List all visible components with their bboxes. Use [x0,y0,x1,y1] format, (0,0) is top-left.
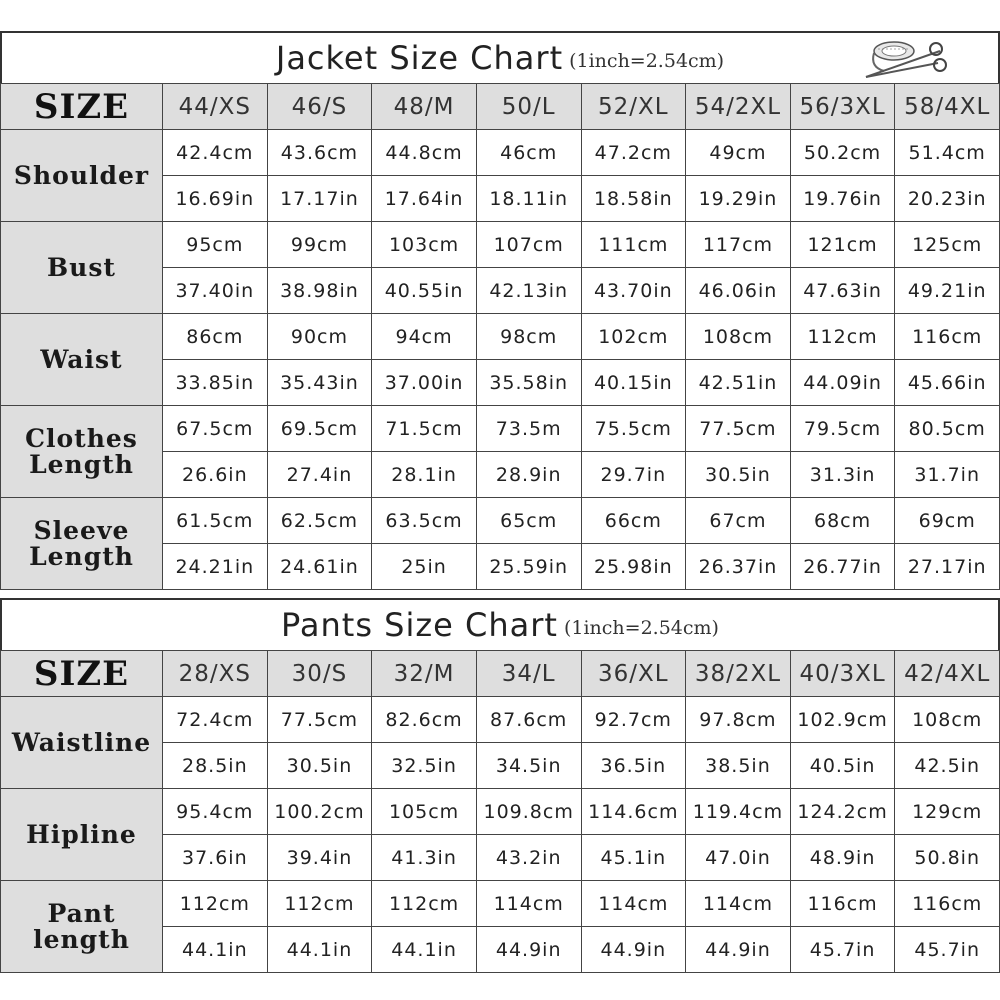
measurement-value-cm: 97.8cm [686,697,791,743]
measurement-value-in: 43.2in [476,835,581,881]
measurement-value-cm: 49cm [686,130,791,176]
measurement-value-in: 38.98in [267,268,372,314]
measurement-value-cm: 114cm [476,881,581,927]
measurement-value-in: 44.9in [686,927,791,973]
measurement-value-cm: 67cm [686,498,791,544]
measurement-row [1,498,1000,544]
measurement-value-cm: 112cm [790,314,895,360]
pants-size-chart [0,598,1000,973]
pants-size-label: SIZE [1,651,163,697]
measurement-value-in: 37.6in [163,835,268,881]
jacket-size-col: 56/3XL [790,84,895,130]
measurement-value-cm: 47.2cm [581,130,686,176]
measurement-value-cm: 77.5cm [686,406,791,452]
measurement-value-cm: 108cm [895,697,1000,743]
measurement-value-cm: 108cm [686,314,791,360]
measurement-value-cm: 95cm [163,222,268,268]
measurement-value-in: 32.5in [372,743,477,789]
measurement-value-in: 28.1in [372,452,477,498]
measurement-value-cm: 69cm [895,498,1000,544]
measurement-value-in: 18.58in [581,176,686,222]
jacket-size-col: 48/M [372,84,477,130]
measurement-value-in: 45.7in [895,927,1000,973]
measurement-value-cm: 50.2cm [790,130,895,176]
measurement-value-cm: 77.5cm [267,697,372,743]
measurement-value-in: 40.55in [372,268,477,314]
measurement-value-cm: 80.5cm [895,406,1000,452]
measurement-value-in: 27.17in [895,544,1000,590]
measurement-value-in: 29.7in [581,452,686,498]
measurement-value-cm: 114cm [686,881,791,927]
jacket-size-col: 54/2XL [686,84,791,130]
jacket-size-label: SIZE [1,84,163,130]
measurement-value-cm: 94cm [372,314,477,360]
measurement-value-cm: 125cm [895,222,1000,268]
measurement-value-cm: 46cm [476,130,581,176]
measurement-value-in: 37.40in [163,268,268,314]
measurement-value-in: 24.61in [267,544,372,590]
measurement-value-in: 24.21in [163,544,268,590]
jacket-size-table [0,83,1000,590]
measurement-value-cm: 98cm [476,314,581,360]
measurement-value-cm: 43.6cm [267,130,372,176]
measurement-value-in: 17.17in [267,176,372,222]
measurement-label: Waist [1,314,163,406]
measurement-value-in: 25.98in [581,544,686,590]
pants-chart-title: Pants Size Chart [281,606,558,644]
jacket-size-chart [0,31,1000,590]
measurement-value-cm: 117cm [686,222,791,268]
measurement-value-cm: 51.4cm [895,130,1000,176]
measurement-value-in: 25.59in [476,544,581,590]
measurement-value-in: 44.1in [163,927,268,973]
measurement-value-in: 31.7in [895,452,1000,498]
measurement-row [1,697,1000,743]
pants-size-table [0,650,1000,973]
jacket-unit-note: (1inch=2.54cm) [569,50,725,72]
measurement-value-in: 31.3in [790,452,895,498]
pants-size-header-row [1,651,1000,697]
jacket-chart-title: Jacket Size Chart [275,39,564,77]
measurement-value-in: 45.1in [581,835,686,881]
measurement-value-cm: 61.5cm [163,498,268,544]
measurement-value-in: 25in [372,544,477,590]
pants-size-col: 28/XS [163,651,268,697]
measurement-value-cm: 87.6cm [476,697,581,743]
measurement-value-in: 47.0in [686,835,791,881]
measurement-value-in: 40.15in [581,360,686,406]
measurement-value-cm: 102.9cm [790,697,895,743]
measurement-value-cm: 109.8cm [476,789,581,835]
measurement-value-in: 35.58in [476,360,581,406]
measurement-value-cm: 107cm [476,222,581,268]
measurement-value-in: 26.37in [686,544,791,590]
measurement-value-in: 44.9in [476,927,581,973]
measurement-value-in: 43.70in [581,268,686,314]
measurement-value-cm: 129cm [895,789,1000,835]
measurement-value-in: 30.5in [267,743,372,789]
measurement-value-in: 20.23in [895,176,1000,222]
pants-unit-note: (1inch=2.54cm) [563,617,719,639]
measurement-row [1,314,1000,360]
measurement-row [1,130,1000,176]
measurement-value-in: 39.4in [267,835,372,881]
measurement-value-in: 26.6in [163,452,268,498]
measurement-value-cm: 102cm [581,314,686,360]
measurement-label: Bust [1,222,163,314]
measurement-value-in: 18.11in [476,176,581,222]
measurement-value-in: 38.5in [686,743,791,789]
pants-size-col: 38/2XL [686,651,791,697]
measurement-value-in: 46.06in [686,268,791,314]
measurement-value-in: 17.64in [372,176,477,222]
measurement-value-cm: 112cm [372,881,477,927]
pants-size-col: 30/S [267,651,372,697]
measurement-value-cm: 73.5m [476,406,581,452]
measurement-value-in: 33.85in [163,360,268,406]
measurement-label: Hipline [1,789,163,881]
pants-size-col: 34/L [476,651,581,697]
measurement-value-in: 26.77in [790,544,895,590]
measurement-value-cm: 112cm [163,881,268,927]
jacket-table-body [1,130,1000,590]
measurement-label: Clothes Length [1,406,163,498]
measurement-row [1,222,1000,268]
measurement-value-in: 34.5in [476,743,581,789]
measurement-value-in: 40.5in [790,743,895,789]
measurement-value-cm: 65cm [476,498,581,544]
measurement-value-in: 16.69in [163,176,268,222]
measurement-value-cm: 75.5cm [581,406,686,452]
measurement-value-cm: 100.2cm [267,789,372,835]
measurement-value-in: 35.43in [267,360,372,406]
measurement-value-in: 19.29in [686,176,791,222]
measurement-value-in: 48.9in [790,835,895,881]
jacket-size-col: 50/L [476,84,581,130]
measurement-row [1,789,1000,835]
measurement-value-in: 45.66in [895,360,1000,406]
measurement-label: Sleeve Length [1,498,163,590]
measurement-value-cm: 114.6cm [581,789,686,835]
measurement-value-cm: 90cm [267,314,372,360]
jacket-size-header-row [1,84,1000,130]
measurement-label: Shoulder [1,130,163,222]
measurement-row [1,406,1000,452]
jacket-chart-title-row [0,31,1000,83]
measurement-value-cm: 72.4cm [163,697,268,743]
measurement-value-in: 47.63in [790,268,895,314]
pants-size-col: 36/XL [581,651,686,697]
measurement-value-cm: 121cm [790,222,895,268]
measurement-value-cm: 67.5cm [163,406,268,452]
measurement-value-cm: 99cm [267,222,372,268]
measurement-value-in: 42.5in [895,743,1000,789]
measurement-value-cm: 124.2cm [790,789,895,835]
jacket-size-col: 52/XL [581,84,686,130]
measurement-value-cm: 86cm [163,314,268,360]
measurement-value-in: 37.00in [372,360,477,406]
measurement-value-in: 44.1in [267,927,372,973]
pants-size-col: 42/4XL [895,651,1000,697]
measurement-value-cm: 42.4cm [163,130,268,176]
measurement-value-cm: 62.5cm [267,498,372,544]
measurement-value-cm: 92.7cm [581,697,686,743]
measurement-value-in: 44.09in [790,360,895,406]
measurement-value-cm: 116cm [790,881,895,927]
measurement-value-in: 42.51in [686,360,791,406]
measurement-value-cm: 95.4cm [163,789,268,835]
measurement-value-cm: 112cm [267,881,372,927]
measurement-value-in: 44.1in [372,927,477,973]
measurement-value-in: 44.9in [581,927,686,973]
measurement-value-cm: 66cm [581,498,686,544]
measurement-value-in: 28.5in [163,743,268,789]
measurement-label: Waistline [1,697,163,789]
measurement-value-cm: 119.4cm [686,789,791,835]
jacket-size-col: 46/S [267,84,372,130]
measurement-value-in: 50.8in [895,835,1000,881]
measurement-value-cm: 63.5cm [372,498,477,544]
pants-size-col: 32/M [372,651,477,697]
measurement-value-cm: 69.5cm [267,406,372,452]
measurement-value-cm: 105cm [372,789,477,835]
measurement-value-in: 36.5in [581,743,686,789]
measurement-label: Pant length [1,881,163,973]
measurement-value-cm: 44.8cm [372,130,477,176]
measurement-value-cm: 71.5cm [372,406,477,452]
pants-table-body [1,697,1000,973]
measurement-row [1,881,1000,927]
measurement-value-cm: 116cm [895,881,1000,927]
measurement-value-cm: 103cm [372,222,477,268]
measurement-value-cm: 116cm [895,314,1000,360]
measurement-value-cm: 68cm [790,498,895,544]
measurement-value-in: 45.7in [790,927,895,973]
measurement-value-in: 30.5in [686,452,791,498]
measurement-value-in: 42.13in [476,268,581,314]
measurement-value-in: 27.4in [267,452,372,498]
measurement-value-cm: 114cm [581,881,686,927]
measurement-value-in: 19.76in [790,176,895,222]
jacket-size-col: 58/4XL [895,84,1000,130]
measurement-value-in: 49.21in [895,268,1000,314]
measurement-value-in: 28.9in [476,452,581,498]
pants-chart-title-row [0,598,1000,650]
pants-size-col: 40/3XL [790,651,895,697]
measurement-value-cm: 79.5cm [790,406,895,452]
measurement-value-cm: 82.6cm [372,697,477,743]
jacket-size-col: 44/XS [163,84,268,130]
measurement-value-cm: 111cm [581,222,686,268]
measuring-tape-scissors-icon [860,37,950,81]
measurement-value-in: 41.3in [372,835,477,881]
